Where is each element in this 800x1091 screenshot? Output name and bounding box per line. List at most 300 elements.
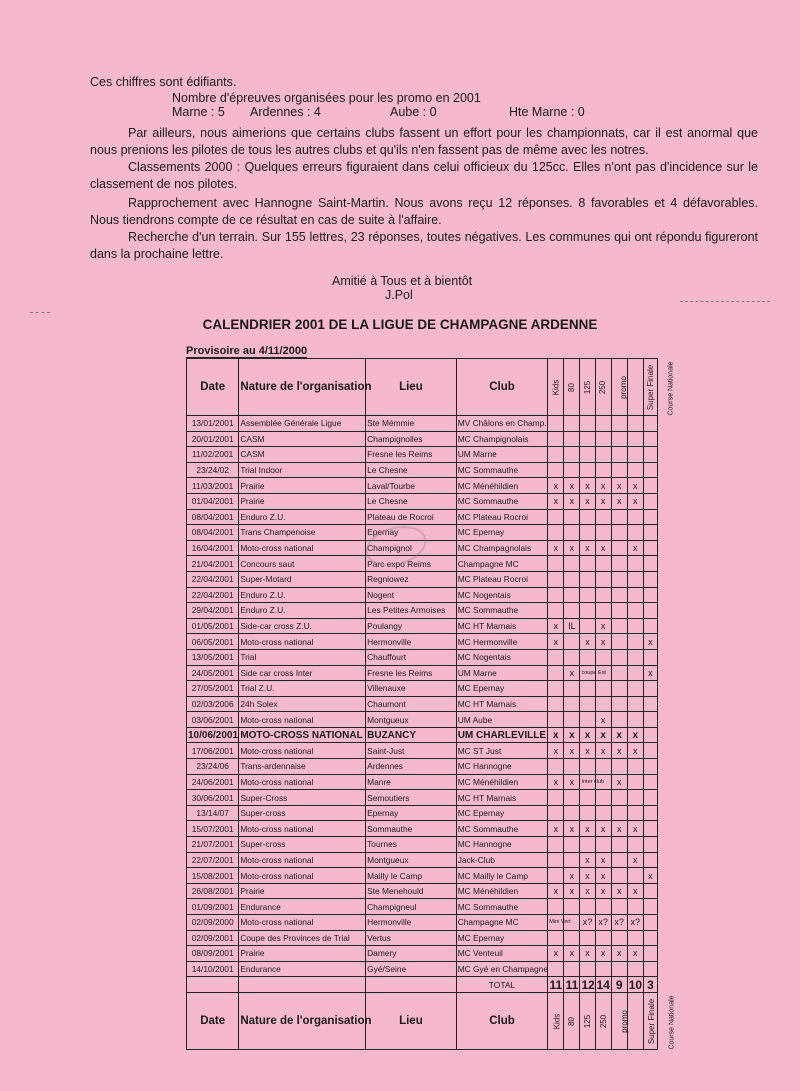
- cell-club: MC Champignolais: [456, 431, 548, 447]
- cell-mark: x: [595, 883, 611, 899]
- header-lieu: Lieu: [366, 359, 457, 416]
- total-kids: 11: [549, 977, 563, 992]
- cell-mark: [564, 587, 580, 603]
- cell-lieu: Vertus: [366, 930, 457, 946]
- cell-mark: [611, 462, 627, 478]
- cell-mark: x: [580, 634, 595, 650]
- cell-club: MC Epernay: [456, 805, 548, 821]
- divider-right: [680, 301, 770, 302]
- cell-nature: Super-Motard: [239, 571, 366, 587]
- cell-mark: [548, 462, 564, 478]
- header-250: 250: [595, 359, 611, 416]
- cell-mark: x: [564, 540, 580, 556]
- cell-mark: [611, 587, 627, 603]
- cell-mark: x?: [595, 915, 611, 931]
- cell-mark: [595, 930, 611, 946]
- cell-mark: [548, 681, 564, 697]
- cell-mark: x: [580, 821, 595, 837]
- table-row: [187, 743, 658, 759]
- cell-mark: [627, 571, 643, 587]
- cell-date: 22/07/2001: [187, 852, 239, 868]
- cell-mark: [643, 431, 657, 447]
- cell-club: MC Champagnolais: [456, 540, 548, 556]
- cell-mark: [611, 540, 627, 556]
- cell-lieu: Ste Mémmie: [366, 416, 457, 432]
- cell-mark: x: [627, 478, 643, 494]
- cell-mark: [548, 961, 564, 977]
- table-row: [187, 774, 658, 790]
- cell-mark: x: [548, 618, 564, 634]
- table-footer-header: [187, 992, 658, 1049]
- cell-lieu: BUZANCY: [366, 727, 457, 743]
- cell-mark: x?: [580, 915, 595, 931]
- footer-super-finale: Super Finale: [627, 992, 643, 1049]
- cell-date: 24/05/2001: [187, 665, 239, 681]
- cell-mark: [548, 509, 564, 525]
- table-row: [187, 961, 658, 977]
- cell-date: 22/04/2001: [187, 587, 239, 603]
- cell-date: 08/04/2001: [187, 509, 239, 525]
- cell-mark: [643, 416, 657, 432]
- cell-mark: [564, 790, 580, 806]
- cell-mark: [611, 930, 627, 946]
- cell-lieu: Regniowez: [366, 571, 457, 587]
- cell-mark: [643, 618, 657, 634]
- cell-mark: x: [548, 540, 564, 556]
- cell-nature: Prairie: [239, 493, 366, 509]
- table-row: [187, 805, 658, 821]
- cell-mark: x: [580, 946, 595, 962]
- cell-mark: [611, 525, 627, 541]
- cell-mark: [611, 681, 627, 697]
- cell-mark: x: [627, 946, 643, 962]
- cell-nature: Trans Champenoise: [239, 525, 366, 541]
- cell-club: MC Sommauthe: [456, 821, 548, 837]
- footer-club: Club: [456, 992, 548, 1049]
- cell-mark: [627, 790, 643, 806]
- cell-mark: x: [548, 821, 564, 837]
- cell-lieu: Nogent: [366, 587, 457, 603]
- cell-mark: [564, 571, 580, 587]
- cell-mark: [643, 696, 657, 712]
- footer-125: 125: [580, 992, 595, 1049]
- cell-mark: x: [580, 727, 595, 743]
- cell-nature: Moto-cross national: [239, 774, 366, 790]
- cell-mark: [627, 447, 643, 463]
- cell-club: MC Sommauthe: [456, 493, 548, 509]
- cell-mark: x: [595, 634, 611, 650]
- table-row: [187, 431, 658, 447]
- cell-mark: [643, 540, 657, 556]
- cell-date: 15/07/2001: [187, 821, 239, 837]
- cell-mark: [595, 759, 611, 775]
- cell-mark: [580, 899, 595, 915]
- cell-club: MC Ménéhildien: [456, 478, 548, 494]
- cell-mark: [611, 431, 627, 447]
- cell-nature: Super-cross: [239, 837, 366, 853]
- cell-mark: [564, 696, 580, 712]
- paragraph-clubs: Par ailleurs, nous aimerions que certains clubs fassent un effort pour les championnats, car il est anormal que nous prenions les pilotes de tous les autres clubs et qu'ils n'en fassent pas de même avec les notres.: [90, 126, 758, 157]
- cell-date: 27/05/2001: [187, 681, 239, 697]
- cell-mark: [611, 961, 627, 977]
- cell-mark: [580, 649, 595, 665]
- table-row: [187, 462, 658, 478]
- cell-date: 11/03/2001: [187, 478, 239, 494]
- cell-mark: [595, 525, 611, 541]
- cell-mark: x: [580, 883, 595, 899]
- cell-mark: [627, 696, 643, 712]
- cell-nature: MOTO-CROSS NATIONAL: [239, 727, 366, 743]
- cell-mark: x: [548, 634, 564, 650]
- cell-date: 08/09/2001: [187, 946, 239, 962]
- cell-mark: x: [595, 868, 611, 884]
- cell-lieu: Parc expo Reims: [366, 556, 457, 572]
- cell-mark: [643, 727, 657, 743]
- cell-mark: x: [595, 743, 611, 759]
- cell-mark: x: [595, 493, 611, 509]
- cell-mark: [611, 712, 627, 728]
- cell-mark: [580, 618, 595, 634]
- count-hte-marne: Hte Marne : 0: [509, 105, 585, 119]
- cell-mark: [564, 416, 580, 432]
- cell-mark: [548, 447, 564, 463]
- total-super-finale: 10: [628, 977, 643, 992]
- footer-lieu: Lieu: [366, 992, 457, 1049]
- cell-club: MC Hermonville: [456, 634, 548, 650]
- cell-mark: [580, 556, 595, 572]
- footer-course-nationale: Course Nationale: [643, 992, 657, 1049]
- cell-mark: [643, 805, 657, 821]
- table-row: [187, 868, 658, 884]
- cell-mark: [627, 868, 643, 884]
- cell-club: MC Mailly le Camp: [456, 868, 548, 884]
- cell-mark: [611, 852, 627, 868]
- cell-lieu: Semoutiers: [366, 790, 457, 806]
- table-row: [187, 587, 658, 603]
- cell-mark: [595, 587, 611, 603]
- header-club: Club: [456, 359, 548, 416]
- footer-80: 80: [564, 992, 580, 1049]
- cell-lieu: Chauffourt: [366, 649, 457, 665]
- cell-mark: [548, 416, 564, 432]
- cell-mark: [595, 961, 611, 977]
- cell-date: 21/04/2001: [187, 556, 239, 572]
- cell-mark: [595, 447, 611, 463]
- cell-mark: x: [643, 868, 657, 884]
- cell-mark: x: [580, 478, 595, 494]
- cell-lieu: Sommauthe: [366, 821, 457, 837]
- cell-mark: x: [564, 665, 580, 681]
- cell-lieu: Manre: [366, 774, 457, 790]
- cell-mark: [580, 712, 595, 728]
- cell-mark: [564, 525, 580, 541]
- cell-mark: [564, 930, 580, 946]
- cell-mark: [643, 571, 657, 587]
- cell-mark: [580, 462, 595, 478]
- cell-mark: [595, 509, 611, 525]
- table-row: [187, 478, 658, 494]
- cell-mark: x: [548, 478, 564, 494]
- cell-mark: x: [611, 493, 627, 509]
- cell-mark: [564, 759, 580, 775]
- cell-nature: Trial: [239, 649, 366, 665]
- cell-mark: [564, 431, 580, 447]
- cell-date: 08/04/2001: [187, 525, 239, 541]
- cell-mark: [627, 556, 643, 572]
- cell-lieu: Saint-Just: [366, 743, 457, 759]
- cell-mark: [627, 961, 643, 977]
- signature: J.Pol: [385, 288, 413, 302]
- cell-lieu: Plateau de Rocroi: [366, 509, 457, 525]
- cell-mark: [548, 930, 564, 946]
- cell-club: UM Marne: [456, 665, 548, 681]
- cell-mark: [643, 961, 657, 977]
- cell-mark: [643, 821, 657, 837]
- table-row: [187, 447, 658, 463]
- cell-mark: x: [611, 946, 627, 962]
- table-row: [187, 883, 658, 899]
- cell-club: MC HT Marnais: [456, 696, 548, 712]
- cell-mark: x?: [611, 915, 627, 931]
- cell-mark: x: [595, 478, 611, 494]
- cell-nature: Endurance: [239, 899, 366, 915]
- cell-mark: coupe Est: [580, 665, 595, 681]
- cell-nature: Endurance: [239, 961, 366, 977]
- cell-club: MC Epernay: [456, 930, 548, 946]
- table-row: [187, 915, 658, 931]
- cell-mark: [611, 571, 627, 587]
- total-row: [187, 977, 658, 993]
- header-super-finale: Super Finale: [627, 359, 643, 416]
- count-ardennes: Ardennes : 4: [250, 105, 321, 119]
- cell-mark: [611, 696, 627, 712]
- cell-mark: [627, 759, 643, 775]
- cell-mark: [580, 416, 595, 432]
- cell-mark: [564, 649, 580, 665]
- cell-mark: x: [595, 540, 611, 556]
- cell-mark: [595, 790, 611, 806]
- cell-mark: [580, 790, 595, 806]
- cell-lieu: Damery: [366, 946, 457, 962]
- cell-lieu: Les Petites Armoises: [366, 603, 457, 619]
- cell-mark: [595, 431, 611, 447]
- cell-mark: [580, 805, 595, 821]
- cell-lieu: Epernay: [366, 805, 457, 821]
- table-row: [187, 634, 658, 650]
- cell-lieu: Laval/Tourbe: [366, 478, 457, 494]
- cell-mark: [548, 587, 564, 603]
- cell-mark: [595, 681, 611, 697]
- cell-mark: [627, 930, 643, 946]
- total-promo: 9: [611, 977, 627, 993]
- cell-nature: CASM: [239, 431, 366, 447]
- cell-club: MV Châlons en Champ.: [456, 416, 548, 432]
- divider-left: [30, 312, 50, 313]
- cell-lieu: Epernay: [366, 525, 457, 541]
- cell-club: UM Aube: [456, 712, 548, 728]
- cell-mark: x: [548, 774, 564, 790]
- cell-mark: [564, 852, 580, 868]
- cell-date: 29/04/2001: [187, 603, 239, 619]
- cell-date: 06/05/2001: [187, 634, 239, 650]
- cell-mark: [627, 618, 643, 634]
- cell-mark: [580, 837, 595, 853]
- cell-mark: x: [580, 743, 595, 759]
- cell-mark: [564, 447, 580, 463]
- cell-club: MC HT Marnais: [456, 790, 548, 806]
- cell-mark: [643, 946, 657, 962]
- cell-mark: [611, 759, 627, 775]
- cell-date: 20/01/2001: [187, 431, 239, 447]
- cell-mark: [627, 681, 643, 697]
- table-row: [187, 930, 658, 946]
- cell-mark: [643, 852, 657, 868]
- cell-lieu: Fresne les Reims: [366, 665, 457, 681]
- cell-date: 02/09/2000: [187, 915, 239, 931]
- cell-mark: [643, 603, 657, 619]
- cell-mark: [611, 634, 627, 650]
- cell-mark: x: [627, 821, 643, 837]
- closing-line: Amitié à Tous et à bientôt: [332, 274, 473, 288]
- cell-mark: [580, 587, 595, 603]
- table-row: [187, 696, 658, 712]
- cell-mark: [564, 509, 580, 525]
- table-row: [187, 665, 658, 681]
- header-promo: promo: [611, 359, 627, 416]
- header-course-nationale: Course Nationale: [643, 359, 657, 416]
- cell-mark: [580, 447, 595, 463]
- cell-nature: Enduro Z.U.: [239, 587, 366, 603]
- cell-mark: [611, 868, 627, 884]
- table-row: [187, 603, 658, 619]
- intro-line: Ces chiffres sont édifiants.: [90, 75, 237, 89]
- cell-date: 13/14/07: [187, 805, 239, 821]
- cell-club: MC Hannogne: [456, 837, 548, 853]
- table-row: [187, 852, 658, 868]
- cell-mark: [548, 431, 564, 447]
- total-250: 14: [596, 977, 610, 992]
- footer-nature: Nature de l'organisation: [239, 992, 366, 1049]
- cell-club: MC Nogentais: [456, 587, 548, 603]
- cell-nature: Prairie: [239, 478, 366, 494]
- cell-date: 21/07/2001: [187, 837, 239, 853]
- table-row: [187, 649, 658, 665]
- cell-mark: x: [643, 634, 657, 650]
- cell-club: MC Plateau Rocroi: [456, 509, 548, 525]
- cell-mark: x: [627, 743, 643, 759]
- cell-club: MC Epernay: [456, 681, 548, 697]
- cell-mark: [643, 915, 657, 931]
- cell-mark: [627, 416, 643, 432]
- cell-mark: [643, 478, 657, 494]
- cell-mark: [564, 899, 580, 915]
- cell-mark: [643, 447, 657, 463]
- cell-nature: Prairie: [239, 883, 366, 899]
- cell-date: 24/06/2001: [187, 774, 239, 790]
- cell-lieu: Champigneul: [366, 899, 457, 915]
- cell-mark: [548, 712, 564, 728]
- cell-mark: x: [548, 883, 564, 899]
- cell-mark: [595, 899, 611, 915]
- cell-nature: Moto-cross national: [239, 868, 366, 884]
- cell-mark: [564, 712, 580, 728]
- cell-mark: x: [611, 727, 627, 743]
- cell-mark: [580, 681, 595, 697]
- cell-date: 23/24/02: [187, 462, 239, 478]
- cell-lieu: Fresne les Reims: [366, 447, 457, 463]
- cell-club: MC Ménéhildien: [456, 774, 548, 790]
- cell-club: MC Venteuil: [456, 946, 548, 962]
- cell-club: MC Nogentais: [456, 649, 548, 665]
- cell-mark: [548, 899, 564, 915]
- cell-mark: x: [595, 852, 611, 868]
- cell-mark: [595, 462, 611, 478]
- cell-nature: Moto-cross national: [239, 743, 366, 759]
- table-row: [187, 618, 658, 634]
- cell-club: UM Marne: [456, 447, 548, 463]
- cell-club: MC Gyé en Champagne: [456, 961, 548, 977]
- cell-lieu: Ardennes: [366, 759, 457, 775]
- footer-250: 250: [595, 992, 611, 1049]
- table-row: [187, 759, 658, 775]
- cell-mark: x: [580, 852, 595, 868]
- cell-mark: [580, 571, 595, 587]
- cell-mark: [595, 571, 611, 587]
- cell-nature: 24h Solex: [239, 696, 366, 712]
- cell-date: 14/10/2001: [187, 961, 239, 977]
- cell-mark: [643, 712, 657, 728]
- cell-mark: [611, 899, 627, 915]
- cell-mark: [627, 634, 643, 650]
- cell-mark: [580, 525, 595, 541]
- cell-mark: x: [627, 883, 643, 899]
- cell-mark: [627, 603, 643, 619]
- cell-mark: [627, 837, 643, 853]
- cell-mark: [564, 462, 580, 478]
- cell-mark: [548, 852, 564, 868]
- cell-lieu: Gyé/Seine: [366, 961, 457, 977]
- header-nature: Nature de l'organisation: [239, 359, 366, 416]
- cell-mark: [580, 431, 595, 447]
- table-row: [187, 493, 658, 509]
- cell-mark: x: [595, 946, 611, 962]
- total-course-nationale: 3: [643, 977, 657, 993]
- cell-lieu: Champignol: [366, 540, 457, 556]
- total-125: 12: [581, 977, 595, 992]
- cell-mark: x: [595, 712, 611, 728]
- cell-mark: [548, 556, 564, 572]
- cell-club: MC HT Marnais: [456, 618, 548, 634]
- cell-date: 10/06/2001: [187, 727, 239, 743]
- cell-mark: [548, 525, 564, 541]
- cell-lieu: Ste Menehould: [366, 883, 457, 899]
- cell-mark: [611, 416, 627, 432]
- cell-mark: x: [564, 821, 580, 837]
- cell-mark: x: [580, 540, 595, 556]
- cell-mark: x: [627, 852, 643, 868]
- cell-mark: [548, 603, 564, 619]
- cell-nature: Prairie: [239, 946, 366, 962]
- cell-mark: [643, 493, 657, 509]
- cell-mark: [564, 681, 580, 697]
- cell-mark: x: [611, 821, 627, 837]
- table-row: [187, 571, 658, 587]
- cell-mark: [580, 759, 595, 775]
- cell-mark: [611, 805, 627, 821]
- cell-nature: Moto-cross national: [239, 540, 366, 556]
- cell-date: 17/06/2001: [187, 743, 239, 759]
- cell-nature: Enduro Z.U.: [239, 603, 366, 619]
